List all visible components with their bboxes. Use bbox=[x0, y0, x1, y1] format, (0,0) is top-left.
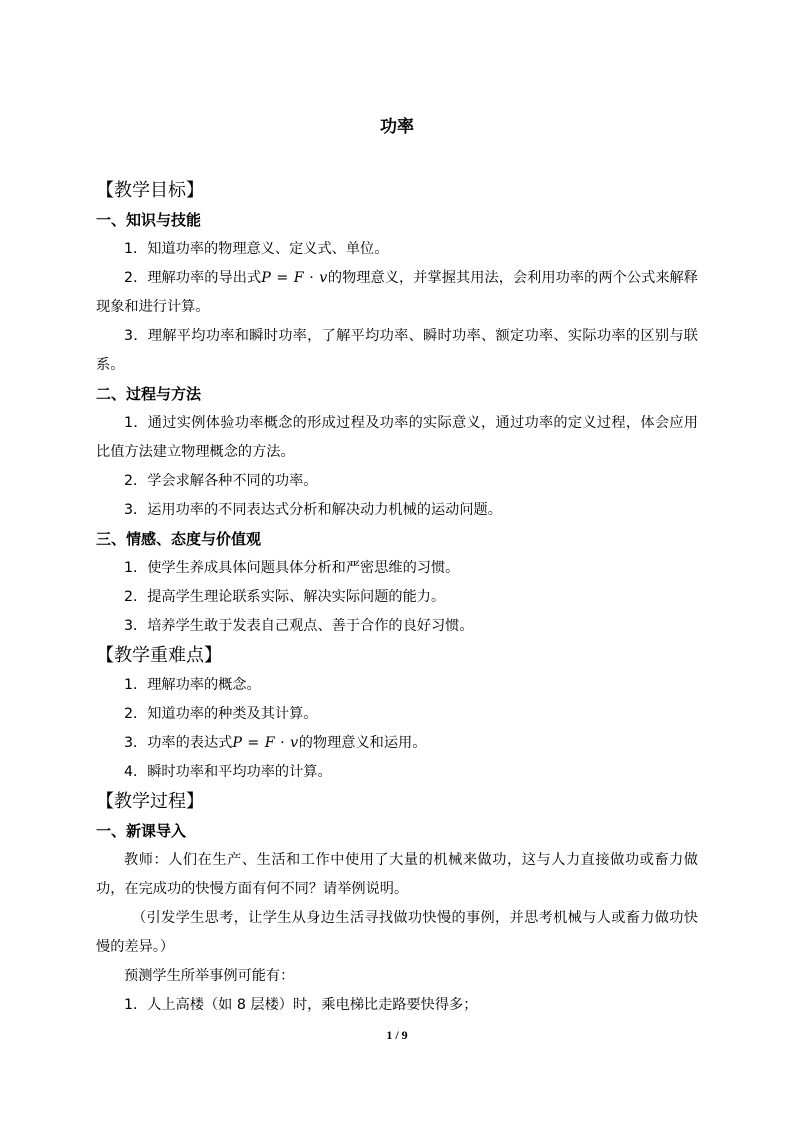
paragraph: 教师：人们在生产、生活和工作中使用了大量的机械来做功，这与人力直接做功或畜力做功，在完成功的快慢方面有何不同？请举例说明。 bbox=[96, 852, 698, 897]
list-item: 3．培养学生敢于发表自己观点、善于合作的良好习惯。 bbox=[124, 618, 474, 634]
list-item-text: 的物理意义和运用。 bbox=[298, 735, 427, 751]
list-item: 4．瞬时功率和平均功率的计算。 bbox=[124, 764, 332, 780]
list-item-text: 的物理意义，并掌握其用法，会利用功率的两个公式来解释现象和进行计算。 bbox=[96, 270, 698, 315]
list-item: 2．提高学生理论联系实际、解决实际问题的能力。 bbox=[124, 589, 446, 605]
power-formula: P = F · v bbox=[232, 735, 299, 751]
list-item: 1．知道功率的物理意义、定义式、单位。 bbox=[124, 241, 389, 257]
list-item: 2．学会求解各种不同的功率。 bbox=[124, 473, 318, 489]
list-item bbox=[96, 729, 698, 758]
subheading-introduction: 一、新课导入 bbox=[96, 822, 187, 840]
subheading-emotion-values: 三、情感、态度与价值观 bbox=[96, 530, 262, 548]
paragraph: 预测学生所举事例可能有： bbox=[124, 968, 295, 984]
subheading-process-methods: 二、过程与方法 bbox=[96, 385, 202, 403]
paragraph: （引发学生思考，让学生从身边生活寻找做功快慢的事例，并思考机械与人或畜力做功快慢的差异。） bbox=[96, 910, 698, 955]
section-heading-keypoints: 【教学重难点】 bbox=[96, 645, 222, 666]
list-item: 1．理解功率的概念。 bbox=[124, 677, 261, 693]
subheading-knowledge-skills: 一、知识与技能 bbox=[96, 211, 202, 229]
list-item-text: 2．理解功率的导出式 bbox=[124, 270, 262, 286]
list-item bbox=[96, 264, 698, 322]
power-formula: P = F · v bbox=[261, 270, 328, 286]
list-item: 3．理解平均功率和瞬时功率，了解平均功率、瞬时功率、额定功率、实际功率的区别与联系。 bbox=[96, 328, 698, 373]
section-heading-process: 【教学过程】 bbox=[96, 791, 204, 812]
list-item-text: 3．功率的表达式 bbox=[124, 735, 233, 751]
list-item: 1．人上高楼（如 8 层楼）时，乘电梯比走路要快得多； bbox=[124, 997, 478, 1013]
list-item: 3．运用功率的不同表达式分析和解决动力机械的运动问题。 bbox=[124, 502, 502, 518]
list-item: 2．知道功率的种类及其计算。 bbox=[124, 706, 318, 722]
page-title: 功率 bbox=[380, 117, 414, 137]
list-item: 1．使学生养成具体问题具体分析和严密思维的习惯。 bbox=[124, 560, 460, 576]
section-heading-objectives: 【教学目标】 bbox=[96, 180, 204, 201]
document-body bbox=[96, 176, 698, 1020]
page-number: 1 / 9 bbox=[386, 1028, 408, 1042]
list-item: 1．通过实例体验功率概念的形成过程及功率的实际意义，通过功率的定义过程，体会应用比值方法建立物理概念的方法。 bbox=[96, 415, 698, 460]
